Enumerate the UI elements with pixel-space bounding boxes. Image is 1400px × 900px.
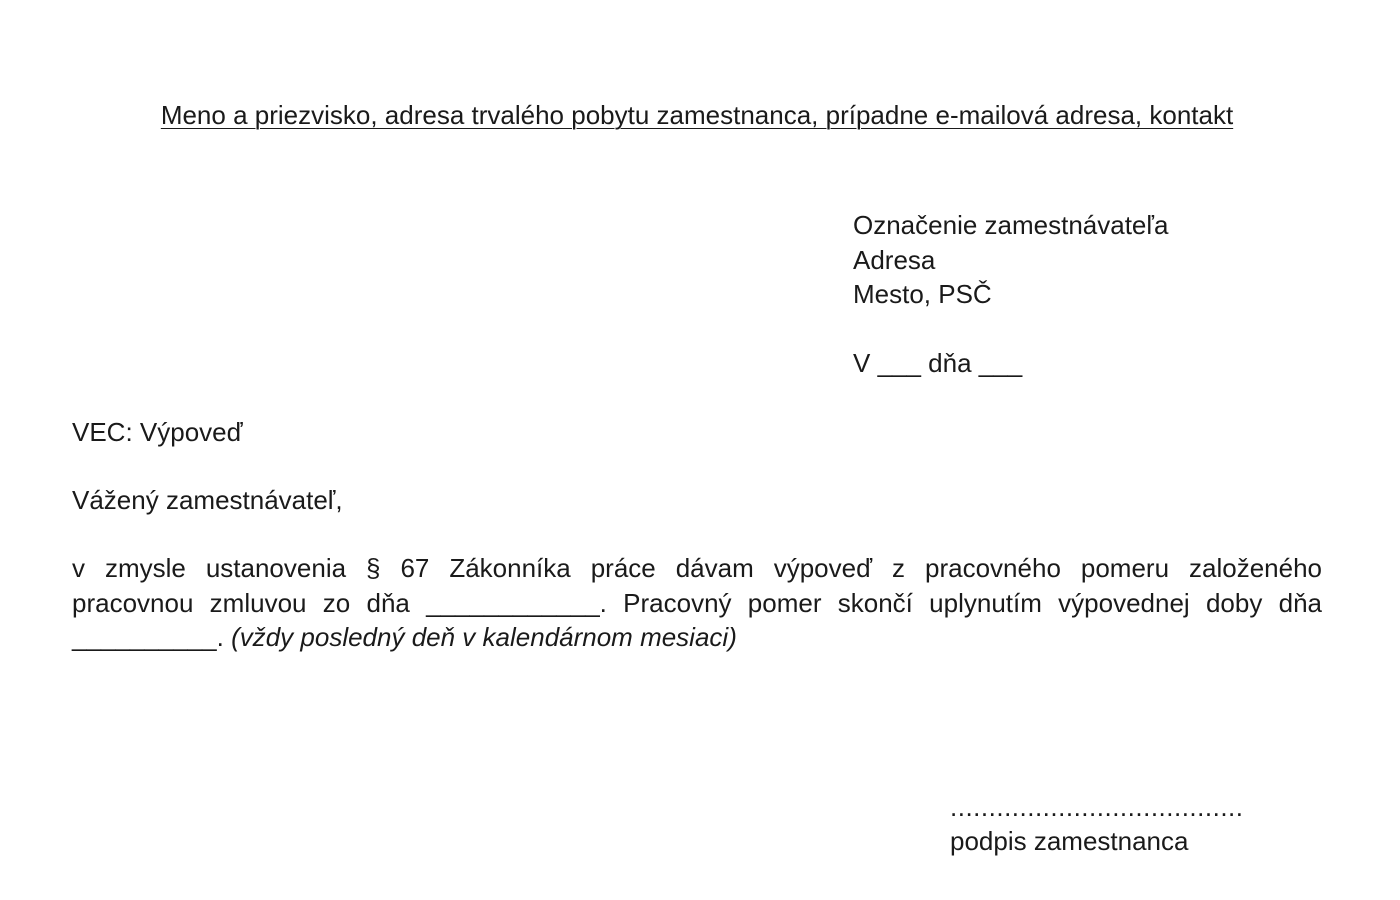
body-line-3	[72, 620, 1322, 655]
signature-line: ......................................	[950, 792, 1244, 822]
body-line-2: pracovnou zmluvou zo dňa ____________. Pracovný pomer skončí uplynutím výpovednej doby dňa	[72, 587, 1322, 618]
subject-line: VEC: Výpoveď	[72, 417, 243, 447]
employer-address-block	[853, 208, 1168, 312]
salutation: Vážený zamestnávateľ,	[72, 485, 343, 515]
place-and-date: V ___ dňa ___	[853, 348, 1023, 378]
employer-address: Adresa	[853, 244, 936, 275]
body-line-1: v zmysle ustanovenia § 67 Zákonníka práce dávam výpoveď z pracovného pomeru založeného	[72, 553, 1322, 583]
employer-city-zip: Mesto, PSČ	[853, 279, 992, 309]
end-date-blank: __________.	[72, 622, 224, 652]
employee-details-line: Meno a priezvisko, adresa trvalého pobytu zamestnanca, prípadne e-mailová adresa, kontakt	[160, 100, 1234, 130]
employer-name: Označenie zamestnávateľa	[853, 210, 1169, 240]
signature-block	[950, 790, 1244, 858]
signature-label: podpis zamestnanca	[950, 826, 1189, 856]
body-paragraph	[72, 551, 1322, 655]
end-date-note: (vždy posledný deň v kalendárnom mesiaci)	[231, 622, 737, 652]
